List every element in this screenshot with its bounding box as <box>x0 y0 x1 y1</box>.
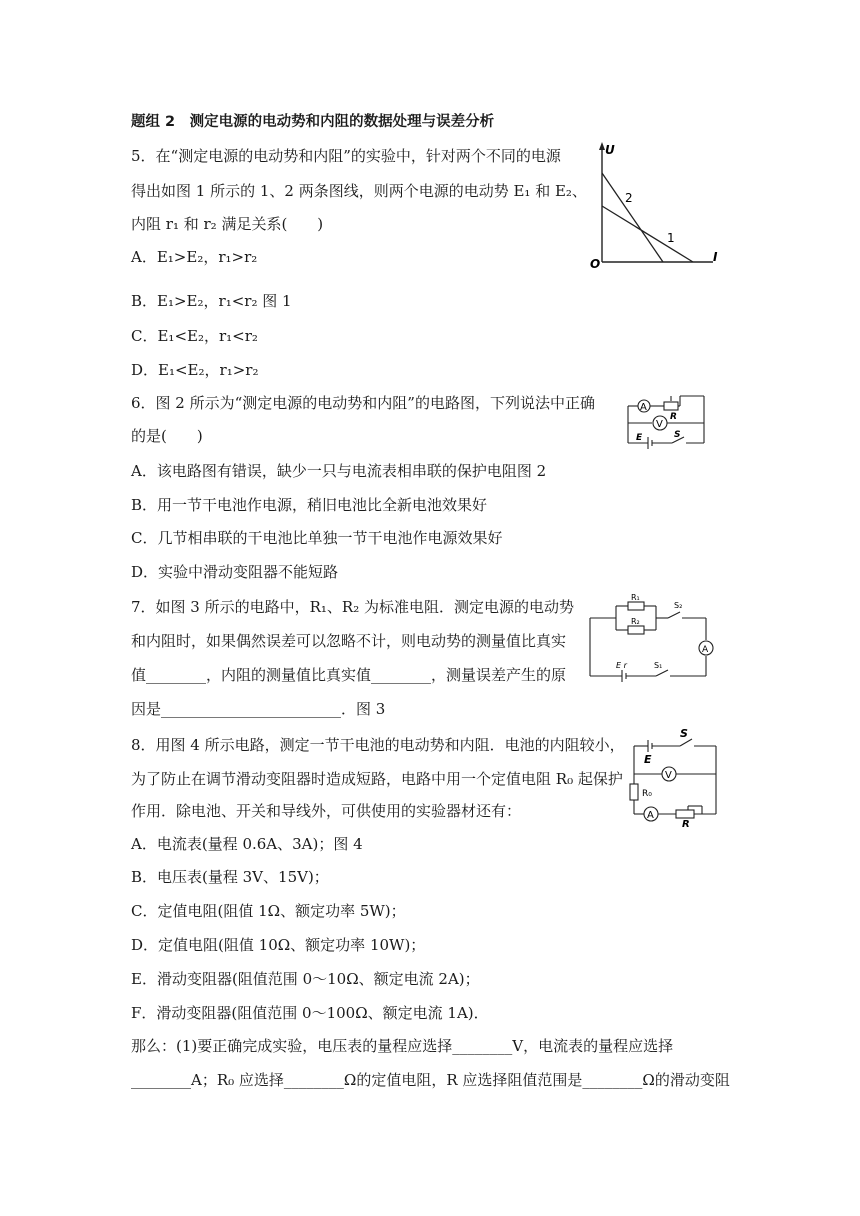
q7-line-1: 7．如图 3 所示的电路中，R₁、R₂ 为标准电阻．测定电源的电动势 <box>131 598 575 616</box>
line-2-label: 2 <box>625 191 633 205</box>
figure-3-circuit <box>584 592 718 684</box>
s2-label: S₂ <box>674 601 683 610</box>
q6-option-a: A．该电路图有错误，缺少一只与电流表相串联的保护电阻图 2 <box>131 462 547 480</box>
q6-line-2: 的是( ) <box>131 427 203 445</box>
rheostat-label: R <box>682 819 690 830</box>
source-label: E <box>644 753 652 766</box>
q5-option-d: D．E₁<E₂，r₁>r₂ <box>131 361 259 379</box>
switch-icon <box>680 739 692 746</box>
q7-line-4: 因是________________________．图 3 <box>131 700 386 718</box>
figure-2-circuit <box>622 392 710 450</box>
q8-option-a: A．电流表(量程 0.6A、3A)；图 4 <box>131 835 363 853</box>
s1-label: S₁ <box>654 661 663 670</box>
q5-line-1: 5．在“测定电源的电动势和内阻”的实验中，针对两个不同的电源 <box>131 147 561 165</box>
switch-s1-icon <box>656 670 668 676</box>
switch-s2-icon <box>668 612 680 618</box>
q8-option-e: E．滑动变阻器(阻值范围 0～10Ω、额定电流 2A)； <box>131 970 480 988</box>
rheostat-label: R <box>670 412 677 422</box>
switch-label: S <box>680 727 688 740</box>
q8-answer-line-1: 那么：(1)要正确完成实验，电压表的量程应选择________V，电流表的量程应选择 <box>131 1037 674 1055</box>
q5-option-c: C．E₁<E₂，r₁<r₂ <box>131 327 258 345</box>
rheostat-icon <box>664 402 678 410</box>
origin-label: O <box>590 257 601 271</box>
q8-option-b: B．电压表(量程 3V、15V)； <box>131 868 329 886</box>
q6-option-d: D．实验中滑动变阻器不能短路 <box>131 563 339 581</box>
switch-label: S <box>674 430 681 440</box>
q6-line-1: 6．图 2 所示为“测定电源的电动势和内阻”的电路图，下列说法中正确 <box>131 394 595 412</box>
voltmeter-label: V <box>656 419 663 430</box>
r2-icon <box>628 626 644 634</box>
q7-line-2: 和内阻时，如果偶然误差可以忽略不计，则电动势的测量值比真实 <box>131 632 567 650</box>
voltmeter-label: V <box>665 770 672 781</box>
graph-line-1 <box>602 206 693 262</box>
graph-line-2 <box>602 173 663 262</box>
q5-line-2: 得出如图 1 所示的 1、2 两条图线，则两个电源的电动势 E₁ 和 E₂、 <box>131 182 587 200</box>
r1-label: R₁ <box>631 593 640 602</box>
q5-line-3: 内阻 r₁ 和 r₂ 满足关系( ) <box>131 215 324 233</box>
axis-label-i: I <box>713 250 718 264</box>
q8-option-c: C．定值电阻(阻值 1Ω、额定功率 5W)； <box>131 902 406 920</box>
figure-1-ui-graph <box>585 138 735 270</box>
r0-label: R₀ <box>642 789 652 799</box>
section-heading: 题组 2 测定电源的电动势和内阻的数据处理与误差分析 <box>131 114 495 130</box>
q7-line-3: 值________，内阻的测量值比真实值________，测量误差产生的原 <box>131 666 567 684</box>
q8-option-d: D．定值电阻(阻值 10Ω、额定功率 10W)； <box>131 936 426 954</box>
r0-icon <box>630 784 638 800</box>
ammeter-label: A <box>640 402 647 413</box>
q8-option-f: F．滑动变阻器(阻值范围 0～100Ω、额定电流 1A)． <box>131 1004 489 1022</box>
r2-label: R₂ <box>631 617 640 626</box>
r1-icon <box>628 602 644 610</box>
q6-option-b: B．用一节干电池作电源，稍旧电池比全新电池效果好 <box>131 496 488 514</box>
q8-answer-line-2: ________A；R₀ 应选择________Ω的定值电阻，R 应选择阻值范围是________Ω的滑动变阻 <box>131 1071 730 1089</box>
q8-line-3: 作用．除电池、开关和导线外，可供使用的实验器材还有： <box>131 802 522 820</box>
ammeter-label: A <box>647 810 654 821</box>
line-1-label: 1 <box>667 231 675 245</box>
ammeter-label: A <box>702 645 709 655</box>
q5-option-b: B．E₁>E₂，r₁<r₂ 图 1 <box>131 292 292 310</box>
source-label: E <box>636 433 643 443</box>
q8-line-2: 为了防止在调节滑动变阻器时造成短路，电路中用一个定值电阻 R₀ 起保护 <box>131 770 623 788</box>
rheostat-icon <box>676 810 694 818</box>
axis-label-u: U <box>605 143 615 157</box>
q8-line-1: 8．用图 4 所示电路，测定一节干电池的电动势和内阻．电池的内阻较小， <box>131 736 625 754</box>
source-label: E r <box>616 661 627 670</box>
q6-option-c: C．几节相串联的干电池比单独一节干电池作电源效果好 <box>131 529 503 547</box>
q5-option-a: A．E₁>E₂，r₁>r₂ <box>131 248 258 266</box>
figure-4-circuit <box>622 727 722 830</box>
